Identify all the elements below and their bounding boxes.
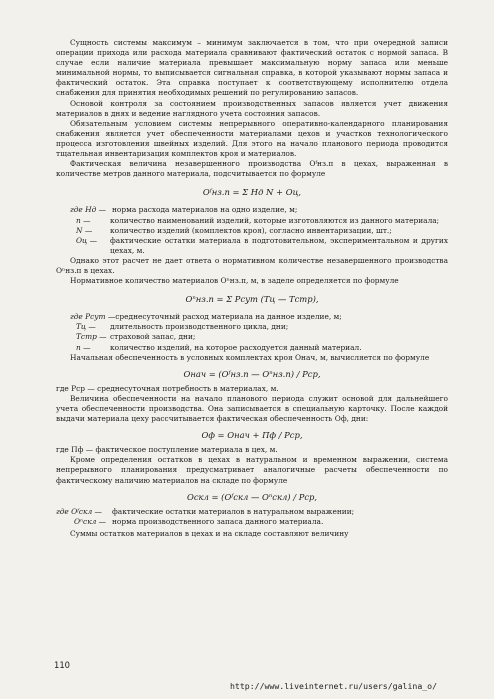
definition-item: [56, 236, 448, 256]
definition-item: [56, 205, 448, 215]
definition-item: [56, 322, 448, 332]
paragraph-warehouse-provision: Кроме определения остатков в цехах в натуральном и временном выражении, система непрерывного планирования предусматривает аналогичные расчеты обеспеченности по фактическому наличию материалов на складе по формуле: [56, 455, 448, 485]
definition-symbol: Tстр —: [76, 332, 107, 342]
definition-symbol: где Oᶠскл —: [56, 506, 102, 516]
definition-symbol: n —: [76, 215, 91, 225]
document-page: [56, 38, 448, 539]
definition-text: норма расхода материалов на одно изделие, м;: [112, 205, 298, 215]
definition-text: количество наименований изделий, которые изготовляются из данного материала;: [110, 215, 440, 225]
paragraph-inventory-control: Основой контроля за состоянием производственных запасов является учет движения материалов в днях и ведение наглядного учета состояния запасов.: [56, 98, 448, 118]
formula-initial-provision: Oнач = (Oᶠнз.п — Oⁿнз.п) / Pср,: [183, 368, 321, 379]
definition-text: фактические остатки материалов в натуральном выражении;: [112, 506, 355, 516]
formula-wip-actual: Oᶠнз.п = Σ Hд N + Oц,: [202, 187, 302, 198]
definition-symbol: где Hд —: [70, 205, 107, 215]
watermark-url: http://www.liveinternet.ru/users/galina_o/: [230, 681, 438, 691]
definitions-formula-2: [56, 312, 448, 352]
definition-item: [56, 517, 448, 527]
definition-item: [56, 343, 448, 353]
definition-item: [56, 216, 448, 226]
definition-actual-receipt: где Пф — фактическое поступление материала в цех, м.: [56, 445, 278, 455]
paragraph-wip-actual: Фактическая величина незавершенного производства Oᶠнз.п в цехах, выраженная в количестве метров данного материала, подсчитывается по формуле: [56, 159, 448, 179]
definition-item: [56, 312, 448, 322]
paragraph-initial-provision: Начальная обеспеченность в условных комплектах кроя Oнач, м, вычисляется по формуле: [70, 352, 430, 362]
definition-text: страховой запас, дни;: [110, 332, 196, 342]
definition-item: [56, 507, 448, 517]
definition-symbol: где Pсут —: [70, 312, 116, 322]
formula-wip-normative: Oⁿнз.п = Σ Pсут (Tц — Tстр),: [185, 294, 319, 305]
formula-actual-provision: Oф = Oнач + Пф / Pср,: [201, 430, 303, 441]
definition-text: норма производственного запаса данного материала.: [112, 516, 324, 526]
definition-symbol: n —: [76, 342, 91, 352]
definition-item: [56, 226, 448, 236]
definition-text: длительность производственного цикла, дни;: [110, 322, 289, 332]
definition-item: [56, 332, 448, 342]
definitions-formula-5: [56, 507, 448, 527]
definition-text: количество изделий, на которое расходуется данный материал.: [110, 342, 362, 352]
definition-symbol: Oⁿскл —: [74, 516, 107, 526]
paragraph-planning-condition: Обязательным условием системы непрерывного оперативно-календарного планирования снабжения является учет обеспеченности материалами цехов и участков технологического процесса изготовления швейных изделий. Для этого на начало планового периода проводится тщательная инвентаризация комплектов кроя и материалов.: [56, 118, 448, 159]
paragraph-wip-normative-note: Однако этот расчет не дает ответа о нормативном количестве незавершенного производства Oⁿнз.п в цехах.: [56, 255, 448, 275]
definition-average-demand: где Pср — среднесуточная потребность в материалах, м.: [56, 383, 279, 393]
definition-text: фактические остатки материала в подготовительном, экспериментальном и других цехах, м.: [110, 235, 448, 255]
definition-symbol: Tц —: [76, 322, 96, 332]
paragraph-totals: Суммы остатков материалов в цехах и на складе составляют величину: [70, 528, 349, 538]
formula-warehouse-provision: Oскл = (Oᶠскл — Oⁿскл) / Pср,: [186, 491, 318, 502]
paragraph-wip-normative: Нормативное количество материалов Oⁿнз.п, м, в заделе определяется по формуле: [70, 276, 399, 286]
definition-symbol: Oц —: [76, 235, 97, 245]
page-number: 110: [54, 660, 70, 670]
paragraph-provision-accounting: Величина обеспеченности на начало планового периода служит основой для дальнейшего учета обеспеченности производства. Она записывается в специальную карточку. После каждой выдачи материала цеху рассчитывается фактическая обеспеченность Oф, дни:: [56, 393, 448, 424]
definition-text: количество изделий (комплектов кроя), согласно инвентаризации, шт.;: [110, 225, 392, 235]
definitions-formula-1: [56, 205, 448, 255]
definition-text: среднесуточный расход материала на данное изделие, м;: [115, 312, 342, 322]
definition-symbol: N —: [76, 225, 93, 235]
paragraph-system-max-min: Сущность системы максимум – минимум заключается в том, что при очередной записи операции прихода или расхода материала сравнивают фактический остаток с нормой запаса. В случае если наличие материала превышает максимальную норму запаса или меньше минимальной нормы, то выписывается сигнальная справка, в которой указывают нормы запаса и фактический остаток. Эта справка поступает к соответствующему исполнителю отдела снабжения для принятия необходимых решений по регулированию запасов.: [56, 38, 448, 98]
